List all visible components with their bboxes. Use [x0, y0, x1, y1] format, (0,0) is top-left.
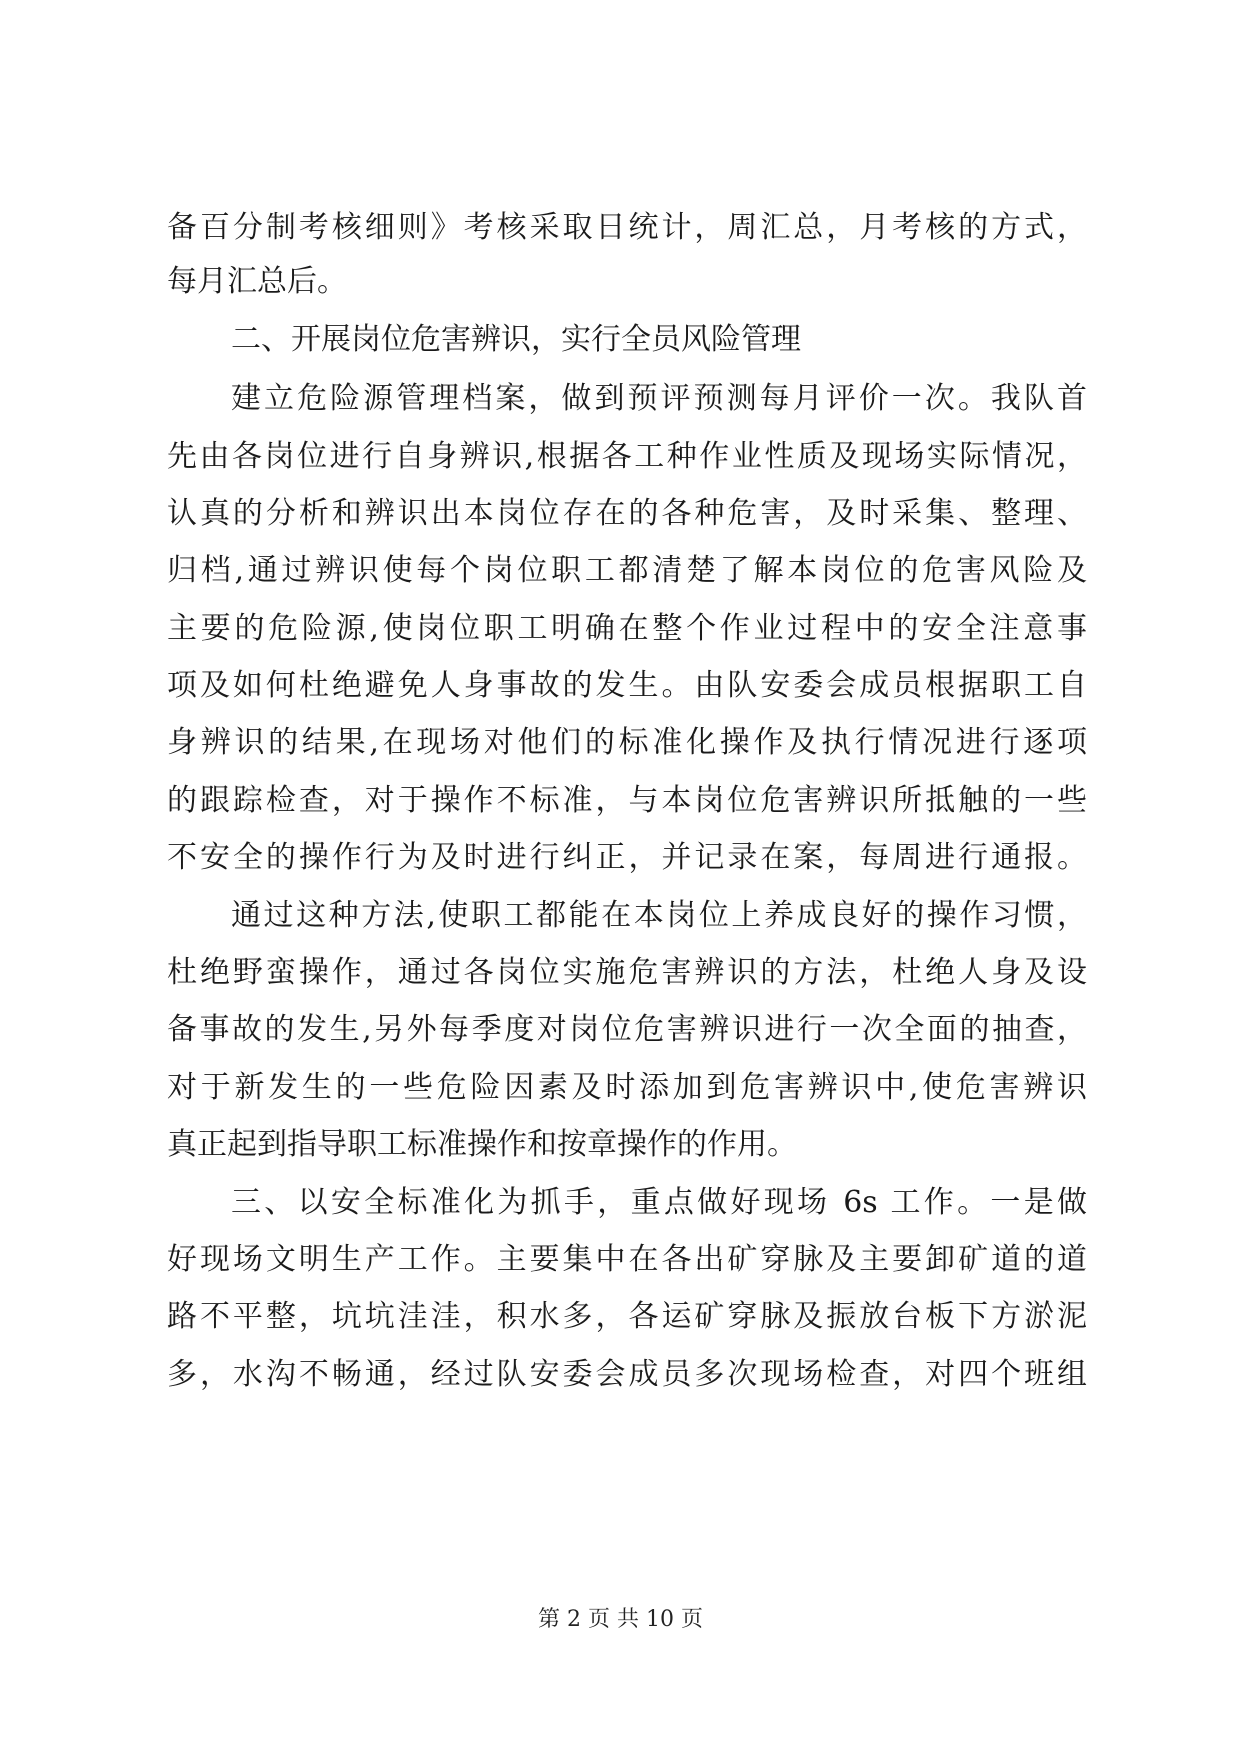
text-line: 真正起到指导职工标准操作和按章操作的作用。: [167, 1127, 797, 1162]
page-number: 第 2 页 共 10 页: [538, 1607, 703, 1632]
text-line: 主要的危险源,使岗位职工明确在整个作业过程中的安全注意事: [167, 611, 1087, 646]
text-line: 备事故的发生,另外每季度对岗位危害辨识进行一次全面的抽查，: [167, 1012, 1087, 1047]
text-line: 备百分制考核细则》考核采取日统计，周汇总，月考核的方式，: [167, 210, 1087, 245]
text-line: 项及如何杜绝避免人身事故的发生。由队安委会成员根据职工自: [167, 668, 1087, 703]
text-line: 身辨识的结果,在现场对他们的标准化操作及执行情况进行逐项: [167, 725, 1087, 760]
text-line: 好现场文明生产工作。主要集中在各出矿穿脉及主要卸矿道的道: [167, 1242, 1087, 1277]
text-line: 归档,通过辨识使每个岗位职工都清楚了解本岗位的危害风险及: [167, 553, 1087, 588]
text-line: 对于新发生的一些危险因素及时添加到危害辨识中,使危害辨识: [167, 1070, 1087, 1105]
text-line: 路不平整，坑坑洼洼，积水多，各运矿穿脉及振放台板下方淤泥: [167, 1299, 1087, 1334]
text-line: 多，水沟不畅通，经过队安委会成员多次现场检查，对四个班组: [167, 1357, 1087, 1392]
text-line: 每月汇总后。: [167, 264, 347, 299]
paragraph-first-line: 三、以安全标准化为抓手，重点做好现场 6s 工作。一是做: [231, 1185, 1087, 1220]
text-line: 的跟踪检查，对于操作不标准，与本岗位危害辨识所抵触的一些: [167, 783, 1087, 818]
section-heading: 二、开展岗位危害辨识，实行全员风险管理: [231, 322, 801, 357]
paragraph-first-line: 建立危险源管理档案，做到预评预测每月评价一次。我队首: [231, 381, 1087, 416]
text-line: 不安全的操作行为及时进行纠正，并记录在案，每周进行通报。: [167, 840, 1087, 875]
text-line: 认真的分析和辨识出本岗位存在的各种危害，及时采集、整理、: [167, 496, 1087, 531]
paragraph-first-line: 通过这种方法,使职工都能在本岗位上养成良好的操作习惯，: [231, 898, 1087, 933]
text-line: 杜绝野蛮操作，通过各岗位实施危害辨识的方法，杜绝人身及设: [167, 955, 1087, 990]
text-line: 先由各岗位进行自身辨识,根据各工种作业性质及现场实际情况，: [167, 439, 1087, 474]
